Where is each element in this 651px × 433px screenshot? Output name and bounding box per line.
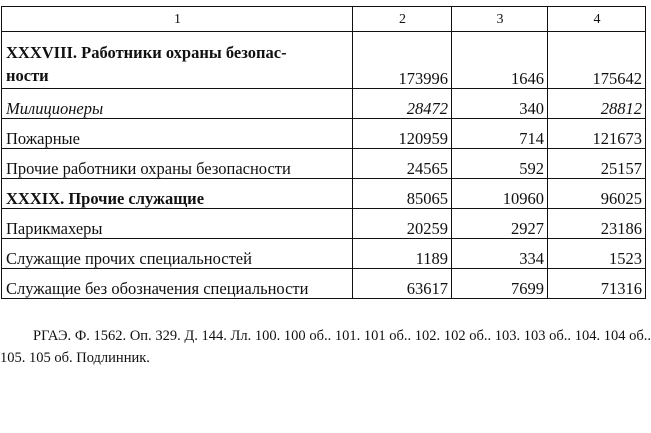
row-label-line-2: ности — [6, 66, 49, 85]
row-col-4: 25157 — [548, 149, 646, 179]
row-label-line-1: XXXVIII. Работники охраны безопас- — [6, 43, 287, 62]
row-label: Прочие работники охраны безопасности — [2, 149, 353, 179]
row-label: Служащие прочих специальностей — [2, 239, 353, 269]
table-row — [2, 269, 646, 299]
row-col-2: 173996 — [353, 32, 452, 89]
table-row — [2, 239, 646, 269]
table-header-row — [2, 7, 646, 32]
row-col-2: 28472 — [353, 89, 452, 119]
row-label: Пожарные — [2, 119, 353, 149]
row-col-4: 71316 — [548, 269, 646, 299]
row-col-4: 121673 — [548, 119, 646, 149]
row-col-3: 340 — [452, 89, 548, 119]
table-row — [2, 89, 646, 119]
row-label: Парикмахеры — [2, 209, 353, 239]
row-col-2: 63617 — [353, 269, 452, 299]
row-col-3: 592 — [452, 149, 548, 179]
row-col-3: 10960 — [452, 179, 548, 209]
header-col-3: 3 — [452, 7, 548, 32]
row-col-4: 96025 — [548, 179, 646, 209]
row-col-4: 23186 — [548, 209, 646, 239]
row-col-3: 714 — [452, 119, 548, 149]
row-col-3: 7699 — [452, 269, 548, 299]
table-row — [2, 119, 646, 149]
row-label: Служащие без обозначения специальности — [2, 269, 353, 299]
row-col-2: 24565 — [353, 149, 452, 179]
table-row — [2, 32, 646, 89]
row-col-4: 1523 — [548, 239, 646, 269]
row-label — [2, 32, 353, 89]
header-col-4: 4 — [548, 7, 646, 32]
table-row — [2, 179, 646, 209]
row-col-3: 1646 — [452, 32, 548, 89]
source-citation: РГАЭ. Ф. 1562. Оп. 329. Д. 144. Лл. 100. 100 об.. 101. 101 об.. 102. 102 об.. 103. 103 об.. 104. 104 об.. 105. 105 об. Подлинник. — [0, 328, 651, 366]
row-col-4: 175642 — [548, 32, 646, 89]
table-row — [2, 149, 646, 179]
statistics-table — [1, 6, 646, 299]
row-label: Милиционеры — [2, 89, 353, 119]
table-row — [2, 209, 646, 239]
row-col-2: 20259 — [353, 209, 452, 239]
row-label: XXXIX. Прочие служащие — [2, 179, 353, 209]
row-col-3: 334 — [452, 239, 548, 269]
row-col-2: 120959 — [353, 119, 452, 149]
row-col-3: 2927 — [452, 209, 548, 239]
row-col-4: 28812 — [548, 89, 646, 119]
row-col-2: 1189 — [353, 239, 452, 269]
header-col-2: 2 — [353, 7, 452, 32]
header-col-1: 1 — [2, 7, 353, 32]
row-col-2: 85065 — [353, 179, 452, 209]
